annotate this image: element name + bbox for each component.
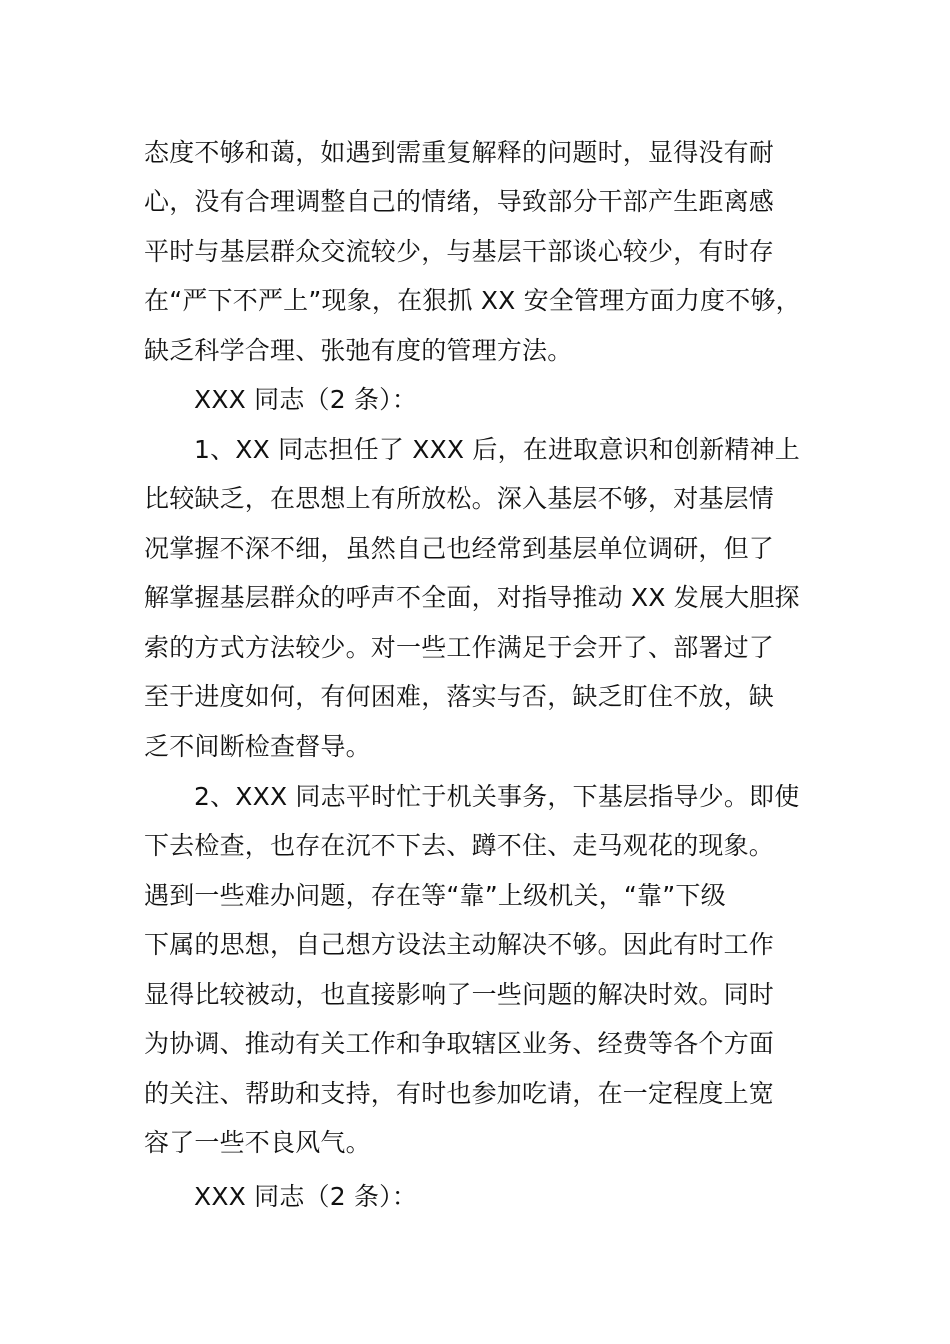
- text-line: 显得比较被动，也直接影响了一些问题的解决时效。同时: [144, 980, 775, 1009]
- text-line: 平时与基层群众交流较少，与基层干部谈心较少，有时存: [144, 237, 775, 266]
- text-line: 2、XXX 同志平时忙于机关事务，下基层指导少。即使: [194, 782, 800, 811]
- text-line: 遇到一些难办问题，存在等“靠”上级机关，“靠”下级: [144, 881, 726, 910]
- text-line: 下属的思想，自己想方设法主动解决不够。因此有时工作: [144, 930, 775, 959]
- section-heading: XXX 同志（2 条）：: [194, 385, 418, 414]
- text-line: 况掌握不深不细，虽然自己也经常到基层单位调研，但了: [144, 534, 775, 563]
- text-line: 心，没有合理调整自己的情绪，导致部分干部产生距离感: [144, 187, 775, 216]
- text-line: 至于进度如何，有何困难，落实与否，缺乏盯住不放，缺: [144, 682, 775, 711]
- text-line: 比较缺乏，在思想上有所放松。深入基层不够，对基层情: [144, 484, 775, 513]
- text-line: 容了一些不良风气。: [144, 1128, 371, 1157]
- text-line: 1、XX 同志担任了 XXX 后，在进取意识和创新精神上: [194, 435, 800, 464]
- section-heading: XXX 同志（2 条）：: [194, 1182, 418, 1211]
- text-line: 态度不够和蔼，如遇到需重复解释的问题时，显得没有耐: [144, 138, 775, 167]
- text-line: 为协调、推动有关工作和争取辖区业务、经费等各个方面: [144, 1029, 775, 1058]
- text-line: 下去检查，也存在沉不下去、蹲不住、走马观花的现象。: [144, 831, 775, 860]
- text-line: 解掌握基层群众的呼声不全面，对指导推动 XX 发展大胆探: [144, 583, 800, 612]
- text-line: 缺乏科学合理、张弛有度的管理方法。: [144, 336, 573, 365]
- text-line: 乏不间断检查督导。: [144, 732, 371, 761]
- text-line: 在“严下不严上”现象，在狠抓 XX 安全管理方面力度不够，: [144, 286, 801, 315]
- text-line: 索的方式方法较少。对一些工作满足于会开了、部署过了: [144, 633, 775, 662]
- text-line: 的关注、帮助和支持，有时也参加吃请，在一定程度上宽: [144, 1079, 775, 1108]
